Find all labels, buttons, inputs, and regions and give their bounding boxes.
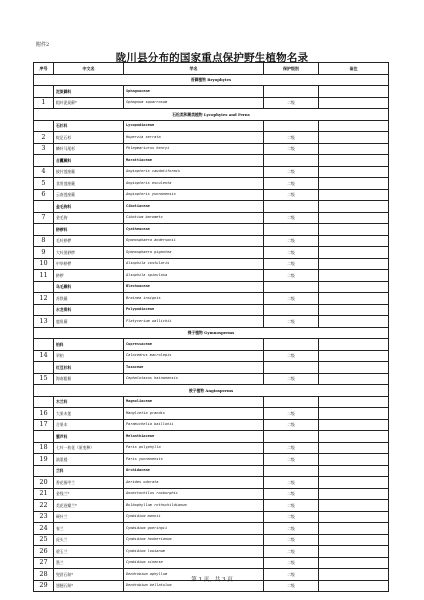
species-scientific-name: Alsophila costularis [124, 258, 264, 270]
protection-level-cell [264, 281, 319, 293]
row-number: 9 [34, 247, 54, 259]
row-number: 5 [34, 178, 54, 190]
species-row [34, 132, 389, 144]
protection-level: 二级 [264, 270, 319, 282]
protection-level: 二级 [264, 247, 319, 259]
remarks-cell [319, 442, 389, 454]
row-number-cell [34, 362, 54, 374]
annex-label: 附件2 [36, 42, 50, 48]
family-row [34, 465, 389, 477]
remarks-cell [319, 523, 389, 535]
protection-level: 二级 [264, 293, 319, 305]
family-row [34, 362, 389, 374]
species-chinese-name: 香花指甲兰 [54, 477, 124, 489]
protection-level: 二级 [264, 408, 319, 420]
row-number: 20 [34, 477, 54, 489]
row-number: 2 [34, 132, 54, 144]
group-heading: 石松类和蕨类植物 Lycophytes and Ferns [34, 109, 389, 121]
family-scientific-name: Sphagnaceae [124, 86, 264, 98]
species-scientific-name: Huperzia serrata [124, 132, 264, 144]
remarks-cell [319, 293, 389, 305]
family-row [34, 155, 389, 167]
species-chinese-name: 云南莲座蕨 [54, 189, 124, 201]
species-row [34, 258, 389, 270]
protection-level: 二级 [264, 132, 319, 144]
protection-level: 二级 [264, 580, 319, 592]
remarks-cell [319, 120, 389, 132]
protection-level: 二级 [264, 442, 319, 454]
family-scientific-name: Cibotiaceae [124, 201, 264, 213]
species-scientific-name: Platycerium wallichii [124, 316, 264, 328]
group-heading: 苔藓植物 Bryophytes [34, 74, 389, 86]
remarks-cell [319, 258, 389, 270]
protection-level: 二级 [264, 511, 319, 523]
family-chinese-name: 金毛狗科 [54, 201, 124, 213]
family-scientific-name: Melanthiaceae [124, 431, 264, 443]
row-number-cell [34, 304, 54, 316]
species-row [34, 419, 389, 431]
remarks-cell [319, 166, 389, 178]
species-scientific-name: Phlegmariurus henryi [124, 143, 264, 155]
protection-level-cell [264, 431, 319, 443]
row-number: 19 [34, 454, 54, 466]
row-number: 11 [34, 270, 54, 282]
protection-level: 二级 [264, 523, 319, 535]
species-row [34, 316, 389, 328]
header-number: 序号 [34, 63, 54, 75]
species-scientific-name: Cymbidium goeringii [124, 523, 264, 535]
protection-level: 二级 [264, 235, 319, 247]
species-scientific-name: Cibotium barometz [124, 212, 264, 224]
protection-level: 二级 [264, 569, 319, 581]
species-chinese-name: 中华桫椤 [54, 258, 124, 270]
species-row [34, 557, 389, 569]
remarks-cell [319, 373, 389, 385]
family-scientific-name: Blechnaceae [124, 281, 264, 293]
family-scientific-name: Magnoliaceae [124, 396, 264, 408]
protection-level-cell [264, 201, 319, 213]
remarks-cell [319, 500, 389, 512]
row-number: 18 [34, 442, 54, 454]
row-number: 4 [34, 166, 54, 178]
row-number-cell [34, 339, 54, 351]
protection-level: 二级 [264, 500, 319, 512]
protection-level-cell [264, 396, 319, 408]
remarks-cell [319, 224, 389, 236]
protection-level: 二级 [264, 166, 319, 178]
species-scientific-name: Aerides odorata [124, 477, 264, 489]
row-number: 28 [34, 569, 54, 581]
row-number: 12 [34, 293, 54, 305]
species-chinese-name: 桫椤 [54, 270, 124, 282]
species-row [34, 212, 389, 224]
row-number: 6 [34, 189, 54, 201]
species-scientific-name: Manglietia grandis [124, 408, 264, 420]
species-row [34, 477, 389, 489]
row-number-cell [34, 281, 54, 293]
species-scientific-name: Angiopteris yunnanensis [124, 189, 264, 201]
row-number: 7 [34, 212, 54, 224]
species-chinese-name: 春兰 [54, 523, 124, 535]
table-body [34, 74, 389, 592]
row-number: 15 [34, 373, 54, 385]
family-row [34, 120, 389, 132]
row-number-cell [34, 465, 54, 477]
family-chinese-name: 泥炭藓科 [54, 86, 124, 98]
family-row [34, 396, 389, 408]
species-row [34, 488, 389, 500]
species-scientific-name: Alsophila spinulosa [124, 270, 264, 282]
species-chinese-name: 金毛狗 [54, 212, 124, 224]
protection-level-cell [264, 339, 319, 351]
remarks-cell [319, 557, 389, 569]
remarks-cell [319, 189, 389, 201]
species-row [34, 189, 389, 201]
species-chinese-name: 披针莲座蕨 [54, 166, 124, 178]
species-chinese-name: 虎头兰 [54, 534, 124, 546]
remarks-cell [319, 270, 389, 282]
species-row [34, 534, 389, 546]
family-scientific-name: Lycopodiaceae [124, 120, 264, 132]
row-number: 24 [34, 523, 54, 535]
species-chinese-name: 合果木 [54, 419, 124, 431]
remarks-cell [319, 546, 389, 558]
row-number: 1 [34, 97, 54, 109]
header-remarks: 备注 [319, 63, 389, 75]
protection-level-cell [264, 224, 319, 236]
row-number: 14 [34, 350, 54, 362]
species-chinese-name: 美花卷瓣兰* [54, 500, 124, 512]
protection-level: 二级 [264, 477, 319, 489]
species-scientific-name: Gymnosphaera andersonii [124, 235, 264, 247]
remarks-cell [319, 454, 389, 466]
species-scientific-name: Cymbidium lowianum [124, 546, 264, 558]
protection-level: 二级 [264, 546, 319, 558]
family-chinese-name: 水龙骨科 [54, 304, 124, 316]
header-protection-level: 保护级别 [264, 63, 319, 75]
protection-level: 二级 [264, 143, 319, 155]
species-chinese-name: 七叶一枝花（原变种） [54, 442, 124, 454]
family-row [34, 339, 389, 351]
family-row [34, 224, 389, 236]
remarks-cell [319, 178, 389, 190]
family-scientific-name: Marattiaceae [124, 155, 264, 167]
family-scientific-name: Orchidaceae [124, 465, 264, 477]
species-chinese-name: 苏铁蕨 [54, 293, 124, 305]
species-scientific-name: Dendrobium bellatulum [124, 580, 264, 592]
species-row [34, 143, 389, 155]
row-number: 27 [34, 557, 54, 569]
row-number: 21 [34, 488, 54, 500]
species-chinese-name: 大果木莲 [54, 408, 124, 420]
species-scientific-name: Paramichelia baillonii [124, 419, 264, 431]
table-header-row [34, 63, 389, 75]
species-chinese-name: 墨兰 [54, 557, 124, 569]
remarks-cell [319, 304, 389, 316]
row-number: 26 [34, 546, 54, 558]
header-chinese-name: 中文名 [54, 63, 124, 75]
remarks-cell [319, 281, 389, 293]
family-scientific-name: Cupressaceae [124, 339, 264, 351]
species-scientific-name: Gymnosphaera gigantea [124, 247, 264, 259]
protection-level: 二级 [264, 178, 319, 190]
family-row [34, 281, 389, 293]
species-scientific-name: Angiopteris esculenta [124, 178, 264, 190]
protection-level: 二级 [264, 488, 319, 500]
species-row [34, 293, 389, 305]
species-scientific-name: Bulbophyllum rothschildianum [124, 500, 264, 512]
species-chinese-name: 兜唇石斛* [54, 569, 124, 581]
row-number: 29 [34, 580, 54, 592]
species-chinese-name: 毛叶桫椤 [54, 235, 124, 247]
row-number-cell [34, 201, 54, 213]
page-footer: 第 1 页，共 3 页 [191, 577, 233, 583]
species-chinese-name: 蛇足石杉 [54, 132, 124, 144]
family-chinese-name: 红豆杉科 [54, 362, 124, 374]
document-title: 陇川县分布的国家重点保护野生植物名录 [115, 52, 309, 64]
family-row [34, 431, 389, 443]
remarks-cell [319, 143, 389, 155]
species-row [34, 546, 389, 558]
remarks-cell [319, 408, 389, 420]
species-row [34, 500, 389, 512]
species-row [34, 97, 389, 109]
remarks-cell [319, 465, 389, 477]
family-scientific-name: Polypodiaceae [124, 304, 264, 316]
protection-level: 二级 [264, 534, 319, 546]
species-scientific-name: Cymbidium hookerianum [124, 534, 264, 546]
group-heading: 裸子植物 Gymnosperms [34, 327, 389, 339]
row-number-cell [34, 155, 54, 167]
protection-level-cell [264, 465, 319, 477]
species-scientific-name: Paris yunnanensis [124, 454, 264, 466]
family-chinese-name: 木兰科 [54, 396, 124, 408]
group-heading-row [34, 109, 389, 121]
family-chinese-name: 柏科 [54, 339, 124, 351]
species-chinese-name: 海南粗榧 [54, 373, 124, 385]
row-number-cell [34, 120, 54, 132]
species-chinese-name: 粗叶泥炭藓* [54, 97, 124, 109]
species-row [34, 166, 389, 178]
row-number: 10 [34, 258, 54, 270]
remarks-cell [319, 316, 389, 328]
protection-level: 二级 [264, 557, 319, 569]
protection-level-cell [264, 362, 319, 374]
row-number: 13 [34, 316, 54, 328]
remarks-cell [319, 86, 389, 98]
remarks-cell [319, 350, 389, 362]
remarks-cell [319, 488, 389, 500]
remarks-cell [319, 511, 389, 523]
protection-level: 二级 [264, 258, 319, 270]
row-number-cell [34, 431, 54, 443]
remarks-cell [319, 212, 389, 224]
row-number: 3 [34, 143, 54, 155]
group-heading-row [34, 327, 389, 339]
remarks-cell [319, 419, 389, 431]
row-number-cell [34, 396, 54, 408]
species-row [34, 247, 389, 259]
species-chinese-name: 翅梗石斛* [54, 580, 124, 592]
group-heading: 被子植物 Angiosperms [34, 385, 389, 397]
species-row [34, 511, 389, 523]
species-chinese-name: 鳞叶马尾杉 [54, 143, 124, 155]
protection-level: 二级 [264, 316, 319, 328]
species-chinese-name: 大叶黑桫椤 [54, 247, 124, 259]
family-chinese-name: 兰科 [54, 465, 124, 477]
species-row [34, 442, 389, 454]
protection-level: 二级 [264, 454, 319, 466]
protection-level: 二级 [264, 97, 319, 109]
species-scientific-name: Dendrobium aphyllum [124, 569, 264, 581]
species-scientific-name: Angiopteris caudatiformis [124, 166, 264, 178]
row-number: 23 [34, 511, 54, 523]
protection-level: 二级 [264, 373, 319, 385]
group-heading-row [34, 74, 389, 86]
species-chinese-name: 滇重楼 [54, 454, 124, 466]
species-row [34, 454, 389, 466]
protection-level: 二级 [264, 189, 319, 201]
species-scientific-name: Sphagnum squarrosum [124, 97, 264, 109]
species-row [34, 270, 389, 282]
group-heading-row [34, 385, 389, 397]
protection-level: 二级 [264, 350, 319, 362]
remarks-cell [319, 339, 389, 351]
species-chinese-name: 硬叶兰 [54, 511, 124, 523]
species-chinese-name: 翠柏 [54, 350, 124, 362]
row-number-cell [34, 224, 54, 236]
row-number: 22 [34, 500, 54, 512]
protection-level-cell [264, 304, 319, 316]
header-scientific-name: 学名 [124, 63, 264, 75]
row-number: 25 [34, 534, 54, 546]
family-scientific-name: Cyatheaceae [124, 224, 264, 236]
species-chinese-name: 碧玉兰 [54, 546, 124, 558]
species-scientific-name: Anoectochilus roxburghii [124, 488, 264, 500]
protection-level: 二级 [264, 212, 319, 224]
species-scientific-name: Cephalotaxus hainanensis [124, 373, 264, 385]
species-scientific-name: Brainea insignis [124, 293, 264, 305]
remarks-cell [319, 362, 389, 374]
remarks-cell [319, 155, 389, 167]
remarks-cell [319, 477, 389, 489]
row-number: 16 [34, 408, 54, 420]
family-chinese-name: 石杉科 [54, 120, 124, 132]
protection-level-cell [264, 155, 319, 167]
remarks-cell [319, 534, 389, 546]
remarks-cell [319, 247, 389, 259]
family-chinese-name: 藜芦科 [54, 431, 124, 443]
species-row [34, 408, 389, 420]
row-number: 17 [34, 419, 54, 431]
species-scientific-name: Calocedrus macrolepis [124, 350, 264, 362]
family-row [34, 304, 389, 316]
protection-level: 二级 [264, 419, 319, 431]
species-chinese-name: 金线兰* [54, 488, 124, 500]
family-chinese-name: 合囊蕨科 [54, 155, 124, 167]
species-chinese-name: 鹿角蕨 [54, 316, 124, 328]
species-scientific-name: Cymbidium mannii [124, 511, 264, 523]
family-scientific-name: Taxaceae [124, 362, 264, 374]
species-row [34, 523, 389, 535]
species-chinese-name: 食用莲座蕨 [54, 178, 124, 190]
remarks-cell [319, 235, 389, 247]
protection-level-cell [264, 86, 319, 98]
species-row [34, 350, 389, 362]
remarks-cell [319, 396, 389, 408]
species-scientific-name: Paris polyphylla [124, 442, 264, 454]
remarks-cell [319, 97, 389, 109]
protection-level-cell [264, 120, 319, 132]
remarks-cell [319, 201, 389, 213]
family-chinese-name: 桫椤科 [54, 224, 124, 236]
species-row [34, 178, 389, 190]
remarks-cell [319, 132, 389, 144]
family-row [34, 201, 389, 213]
family-chinese-name: 乌毛蕨科 [54, 281, 124, 293]
row-number-cell [34, 86, 54, 98]
row-number: 8 [34, 235, 54, 247]
species-row [34, 373, 389, 385]
species-scientific-name: Cymbidium sinense [124, 557, 264, 569]
family-row [34, 86, 389, 98]
species-row [34, 235, 389, 247]
plant-list-table [33, 62, 389, 592]
remarks-cell [319, 431, 389, 443]
